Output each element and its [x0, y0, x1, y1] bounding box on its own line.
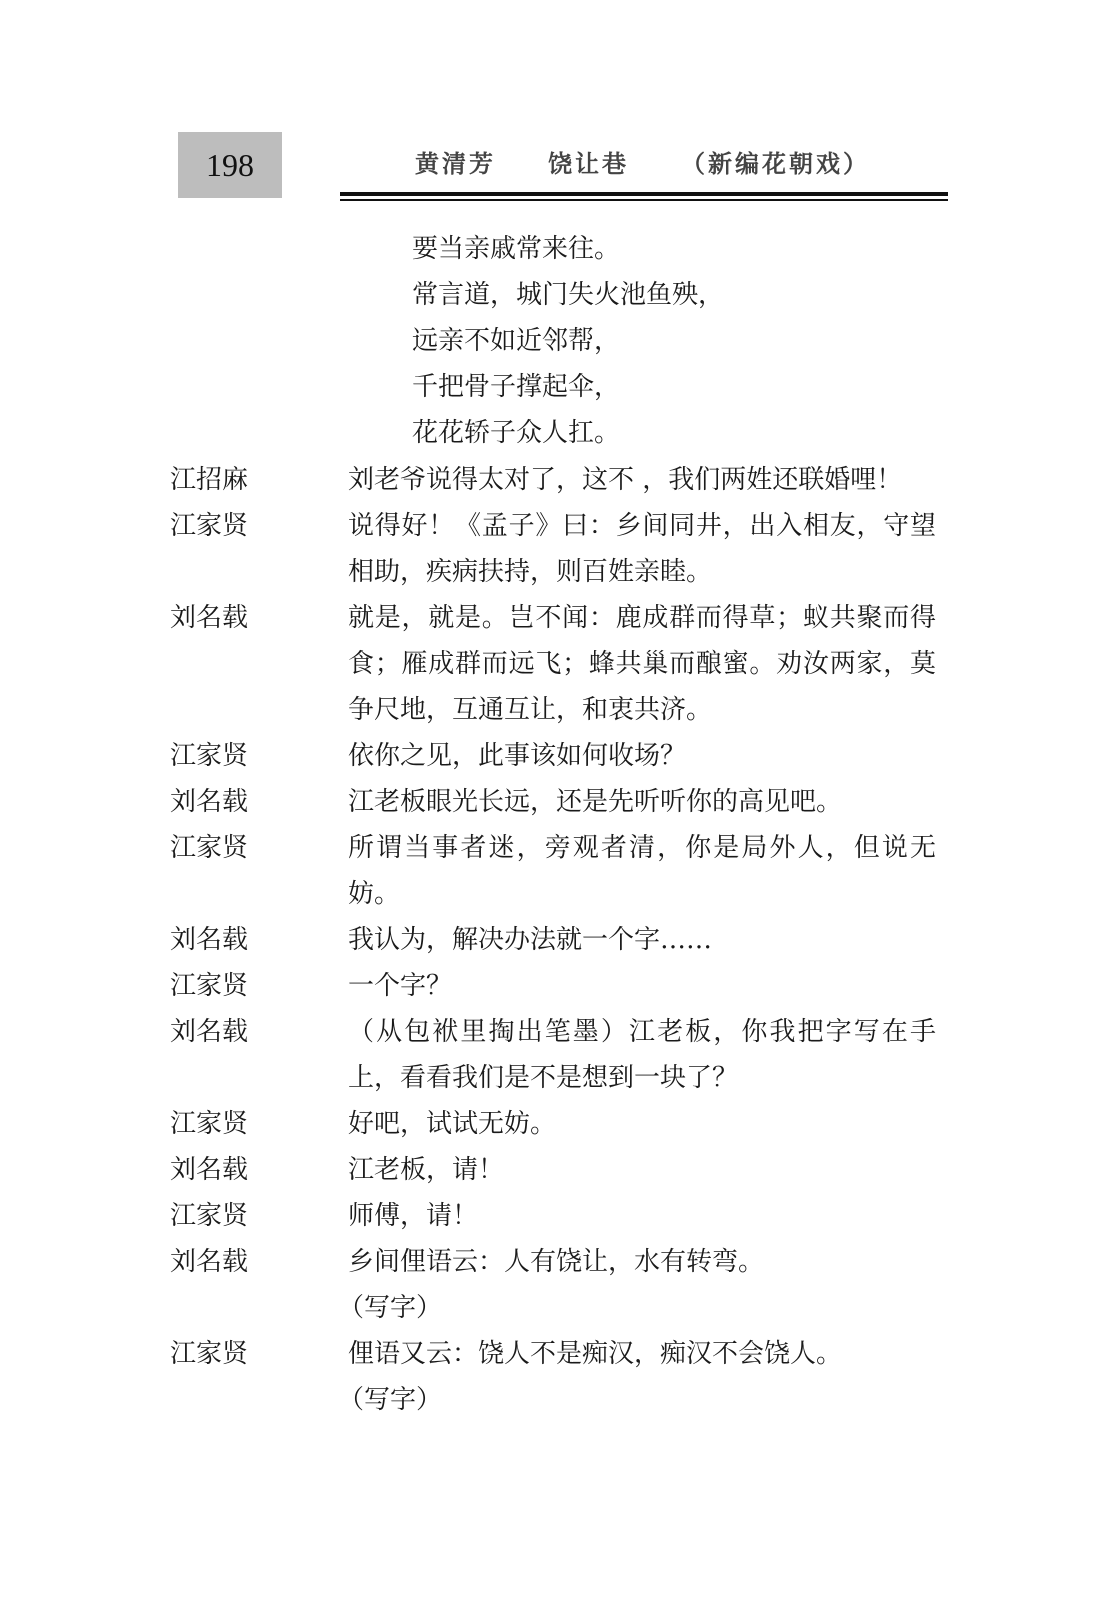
speaker-name: 江家贤: [170, 833, 249, 863]
verse-line: 花花轿子众人扛。: [412, 418, 621, 448]
speech-text: （从包袱里掏出笔墨）江老板，你我把字写在手上，看看我们是不是想到一块了？: [348, 1017, 936, 1093]
speech-text: 乡间俚语云：人有饶让，水有转弯。: [348, 1247, 765, 1277]
speech-text: 我认为，解决办法就一个字……: [348, 925, 713, 955]
dialogue-entry: [170, 1009, 950, 1101]
header-rule-thick: [340, 192, 948, 196]
dialogue-entry: [170, 825, 950, 917]
speech-text: 江老板，请！: [348, 1155, 505, 1185]
dialogue-entry: [170, 457, 950, 503]
page-number: 198: [206, 146, 254, 183]
header-genre: （新编花朝戏）: [681, 149, 870, 178]
dialogue-entry: [170, 917, 950, 963]
running-header: [415, 144, 870, 179]
dialogue-entry: [170, 503, 950, 595]
speaker-name: 江家贤: [170, 1339, 249, 1369]
speech-text: 师傅，请！: [348, 1201, 479, 1231]
verse-block: [412, 226, 724, 456]
verse-line: 千把骨子撑起伞，: [412, 372, 621, 402]
speaker-name: 刘名载: [170, 925, 249, 955]
dialogue-entry: [170, 1147, 950, 1193]
speech-text: 好吧，试试无妨。: [348, 1109, 557, 1139]
dialogue-block: [170, 457, 950, 1423]
speech-text: 一个字？: [348, 971, 453, 1001]
speaker-name: 江家贤: [170, 1201, 249, 1231]
header-author: 黄清芳: [415, 149, 496, 178]
speaker-name: 刘名载: [170, 1017, 249, 1047]
verse-line: 远亲不如近邻帮，: [412, 326, 621, 356]
verse-line: 常言道，城门失火池鱼殃，: [412, 280, 725, 310]
stage-direction: （写字）: [338, 1385, 443, 1415]
speech-text: 说得好！《孟子》曰：乡间同井，出入相友，守望相助，疾病扶持，则百姓亲睦。: [348, 511, 936, 587]
speaker-name: 刘名载: [170, 787, 249, 817]
speaker-name: 江家贤: [170, 511, 249, 541]
speech-text: 刘老爷说得太对了，这不 ，我们两姓还联婚哩！: [348, 465, 903, 495]
dialogue-entry: [170, 779, 950, 825]
speech-text: 所谓当事者迷，旁观者清，你是局外人，但说无妨。: [348, 833, 936, 909]
verse-line: 要当亲戚常来往。: [412, 234, 621, 264]
speaker-name: 江招麻: [170, 465, 249, 495]
dialogue-entry: [170, 1239, 950, 1285]
speaker-name: 江家贤: [170, 1109, 249, 1139]
page-number-box: [178, 132, 282, 198]
header-title: 饶让巷: [548, 149, 629, 178]
dialogue-entry: [170, 963, 950, 1009]
speaker-name: 江家贤: [170, 741, 249, 771]
header-rule-thin: [340, 199, 948, 201]
stage-direction: （写字）: [338, 1293, 443, 1323]
speech-text: 俚语又云：饶人不是痴汉，痴汉不会饶人。: [348, 1339, 843, 1369]
dialogue-entry: [170, 595, 950, 733]
speech-text: 就是，就是。岂不闻：鹿成群而得草；蚁共聚而得食；雁成群而远飞；蜂共巢而酿蜜。劝汝两家，莫争尺地，互通互让，和衷共济。: [348, 603, 936, 725]
dialogue-entry: [170, 1193, 950, 1239]
speaker-name: 刘名载: [170, 603, 249, 633]
dialogue-entry: [170, 1101, 950, 1147]
dialogue-entry: [170, 733, 950, 779]
speech-text: 江老板眼光长远，还是先听听你的高见吧。: [348, 787, 843, 817]
speaker-name: 江家贤: [170, 971, 249, 1001]
speaker-name: 刘名载: [170, 1247, 249, 1277]
speech-text: 依你之见，此事该如何收场？: [348, 741, 687, 771]
dialogue-entry: [170, 1331, 950, 1377]
speaker-name: 刘名载: [170, 1155, 249, 1185]
